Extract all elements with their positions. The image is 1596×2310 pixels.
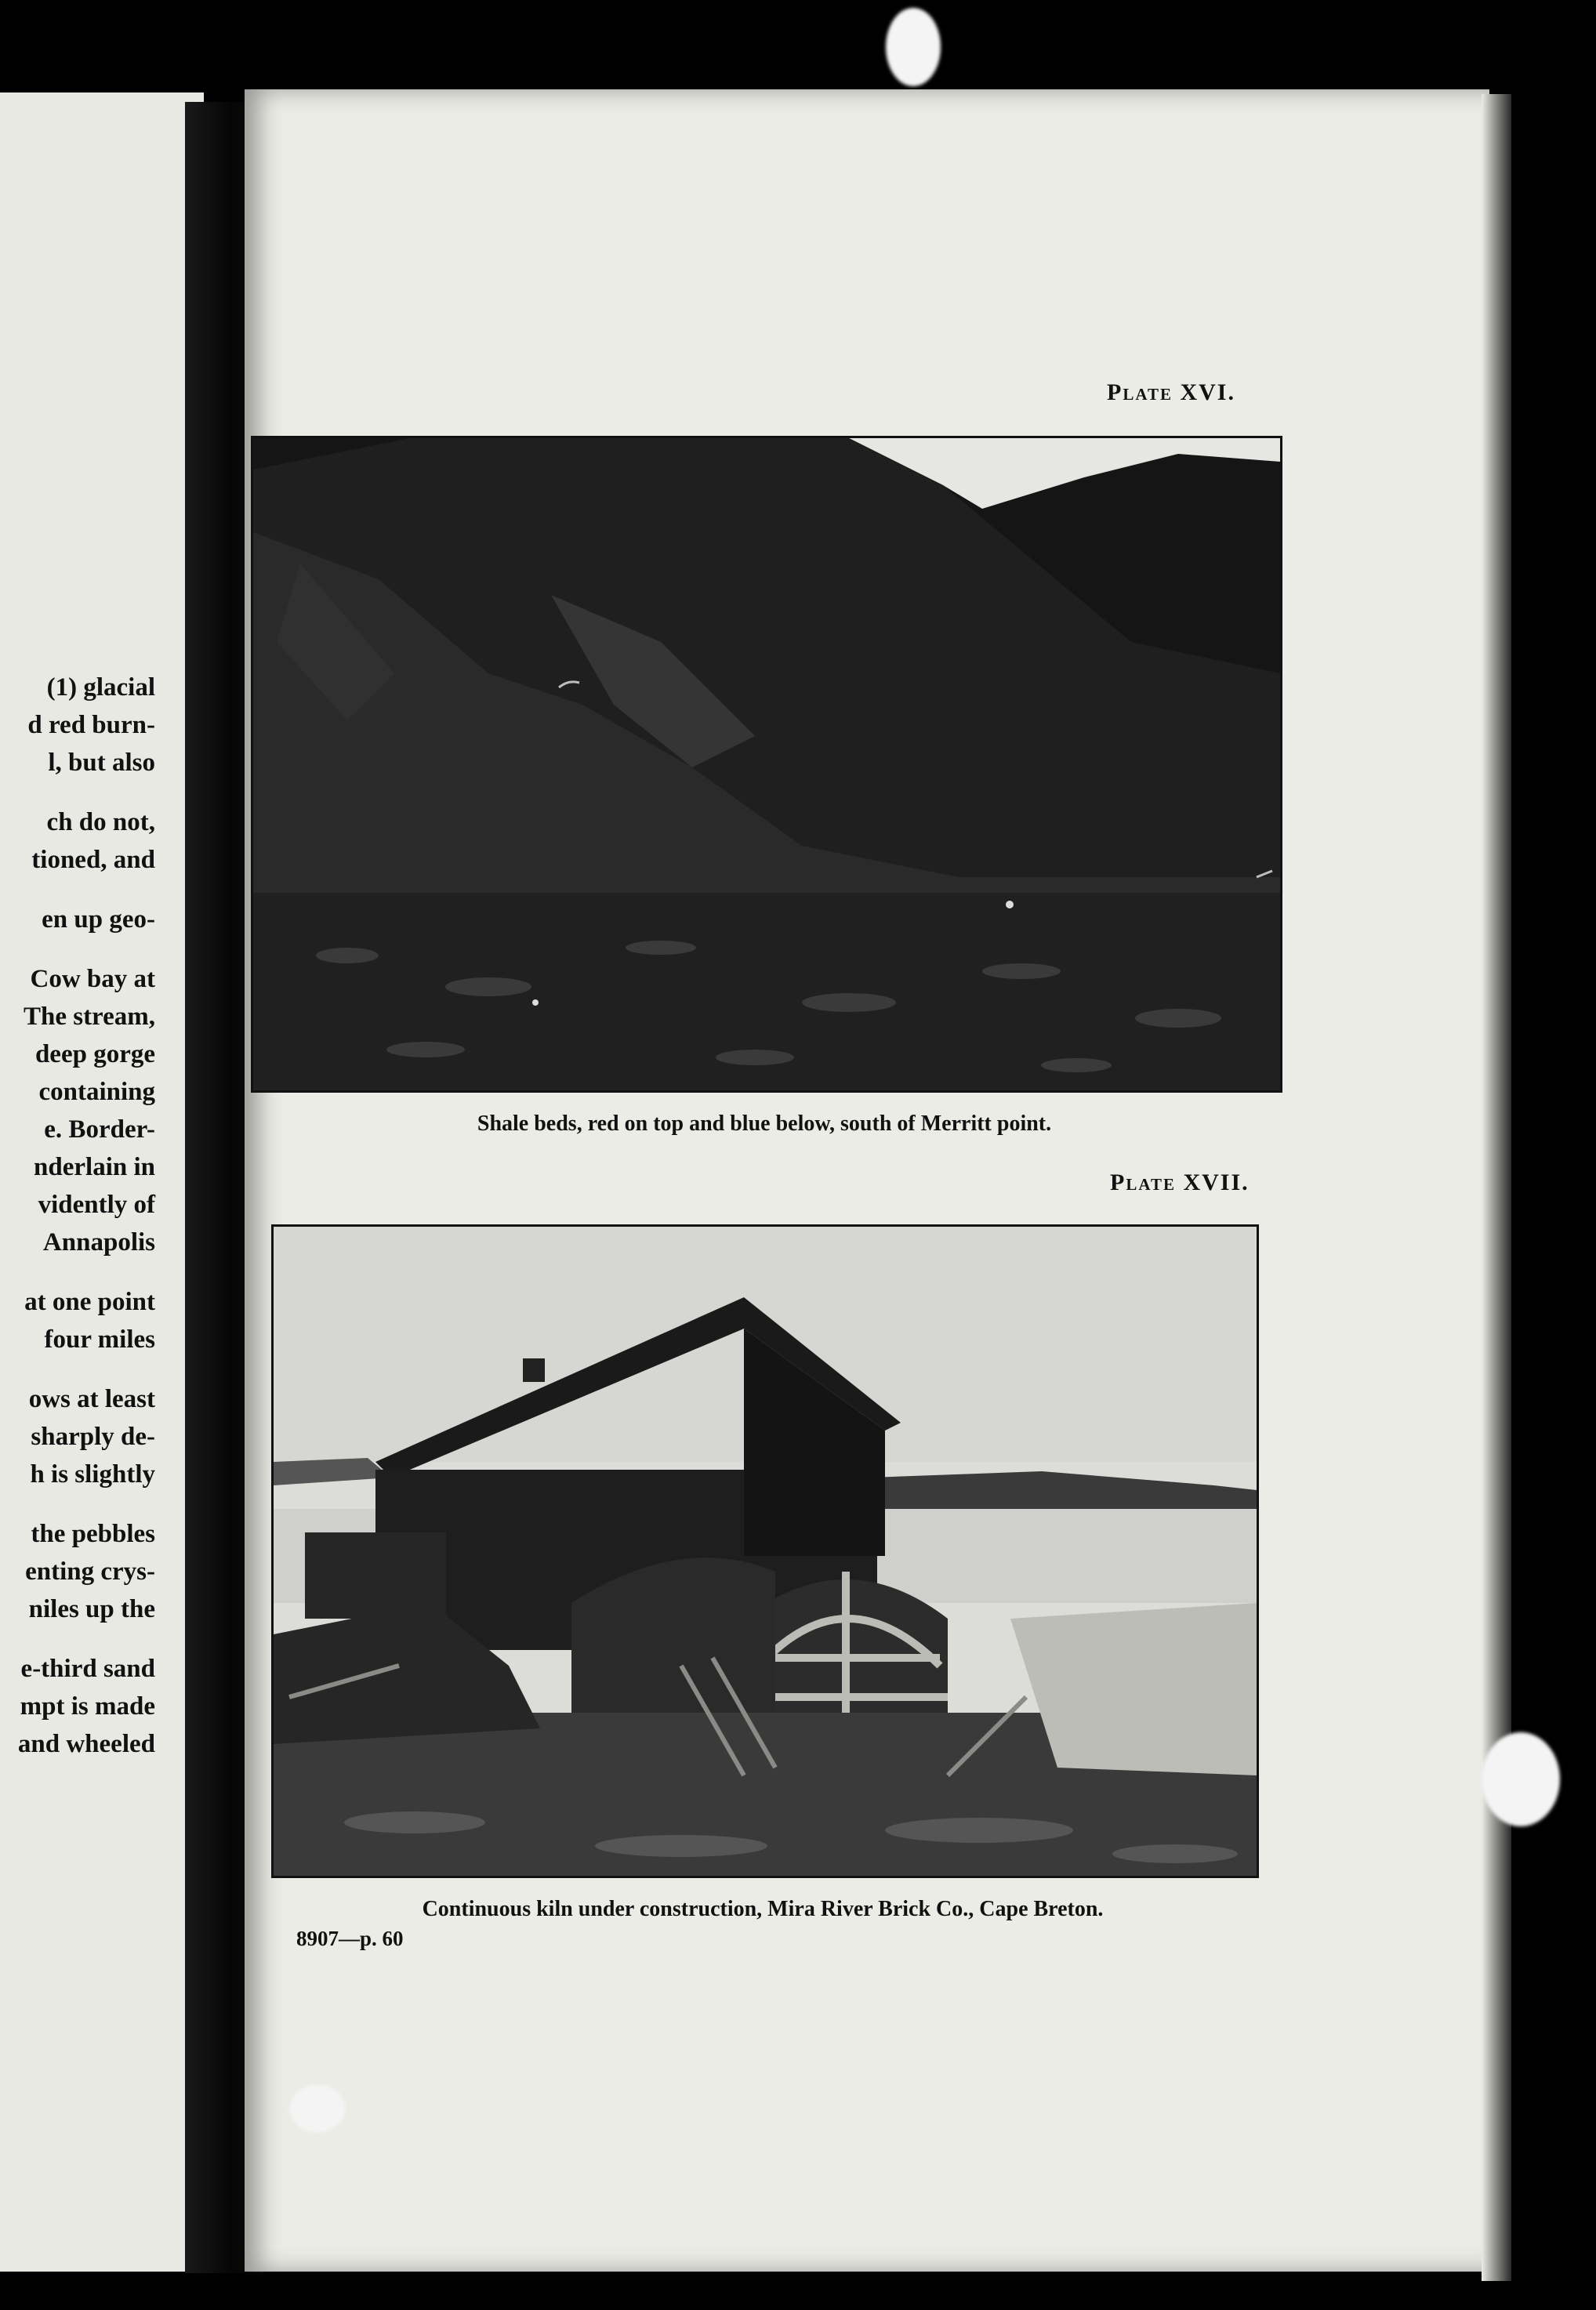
scan-blemish: [886, 8, 941, 86]
text-line: The stream,: [23, 1003, 155, 1031]
kiln-construction-photo: [274, 1227, 1257, 1876]
plate-16-caption: Shale beds, red on top and blue below, south of Merritt point.: [477, 1111, 1052, 1136]
shale-cliff-photo: [253, 438, 1280, 1090]
scan-blemish: [1482, 1732, 1560, 1826]
text-line: vidently of: [38, 1191, 155, 1219]
text-line: en up geo-: [42, 905, 155, 934]
text-line: four miles: [44, 1325, 155, 1354]
text-line: d red burn-: [27, 711, 155, 739]
text-line: (1) glacial: [46, 673, 155, 702]
left-page: [0, 92, 204, 2272]
text-line: tioned, and: [31, 846, 155, 874]
text-line: containing: [38, 1078, 155, 1106]
text-line: e-third sand: [20, 1655, 155, 1683]
text-line: mpt is made: [20, 1692, 155, 1721]
page-edge: [1482, 94, 1511, 2281]
right-page: [245, 89, 1489, 2272]
text-line: Cow bay at: [30, 965, 155, 993]
text-line: nderlain in: [34, 1153, 155, 1181]
plate-17-label: Plate XVII.: [1110, 1170, 1250, 1195]
text-line: l, but also: [48, 749, 155, 777]
text-line: ch do not,: [46, 808, 155, 836]
text-line: at one point: [24, 1288, 155, 1316]
plate-16-photo: [251, 436, 1282, 1093]
text-line: h is slightly: [30, 1460, 155, 1489]
text-line: Annapolis: [42, 1228, 155, 1257]
text-line: ows at least: [28, 1385, 155, 1413]
text-line: and wheeled: [17, 1730, 155, 1758]
text-line: sharply de-: [31, 1423, 155, 1451]
text-line: deep gorge: [34, 1040, 155, 1068]
plate-17-photo: [271, 1224, 1259, 1878]
text-line: the pebbles: [31, 1520, 155, 1548]
plate-17-caption: Continuous kiln under construction, Mira River Brick Co., Cape Breton.: [422, 1897, 1104, 1921]
plate-16-label: Plate XVI.: [1107, 379, 1235, 405]
page-reference: 8907—p. 60: [296, 1927, 404, 1950]
text-line: e. Border-: [44, 1115, 155, 1144]
left-page-text: [0, 669, 155, 1763]
scan-blemish: [290, 2085, 345, 2132]
text-line: niles up the: [28, 1595, 155, 1623]
text-line: enting crys-: [25, 1558, 155, 1586]
